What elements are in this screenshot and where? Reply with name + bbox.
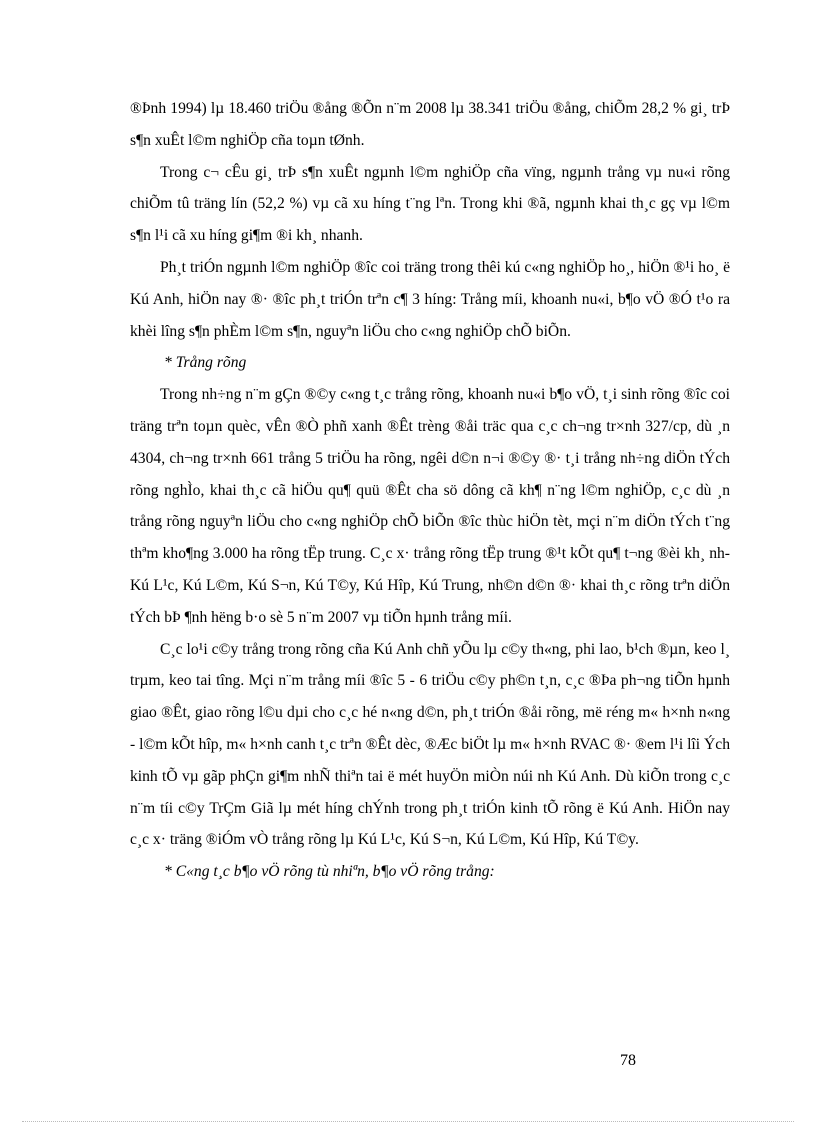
section-heading-planting: * Trång rõng [164, 354, 247, 372]
paragraph-production-structure: Trong c¬ cÊu gi¸ trÞ s¶n xuÊt ngµnh l©m nghiÖp cña vïng, ngµnh trång vµ nu«i rõng chiÕm tû träng lín (52,2 %) vµ cã xu híng t¨ng lªn. Trong khi ®ã, ngµnh khai th¸c gç vµ l©m s¶n l¹i cã xu híng gi¶m ®i kh¸ nhanh. [130, 163, 730, 245]
paragraph-tree-species: C¸c lo¹i c©y trång trong rõng cña Kú Anh chñ yÕu lµ c©y th«ng, phi lao, b¹ch ®µn, keo l¸ trµm, keo tai tîng. Mçi n¨m trång míi ®îc 5 - 6 triÖu c©y ph©n t¸n, c¸c ®Þa ph¬ng tiÕn hµnh giao ®Êt, giao rõng l©u dµi cho c¸c hé n«ng d©n, ph¸t triÓn ®åi rõng, më réng m« h×nh n«ng - l©m kÕt hîp, m« h×nh canh t¸c trªn ®Êt dèc, ®Æc biÖt lµ m« h×nh RVAC ®· ®em l¹i lîi Ých kinh tÕ vµ gãp phÇn gi¶m nhÑ thiªn tai ë mét huyÖn miÒn núi nh Kú Anh. Dù kiÕn trong c¸c n¨m tíi c©y TrÇm Giã lµ mét híng chÝnh trong ph¸t triÓn kinh tÕ rõng ë Kú Anh. HiÖn nay c¸c x· träng ®iÓm vÒ trång rõng lµ Kú L¹c, Kú S¬n, Kú L©m, Kú Hîp, Kú T©y. [130, 640, 730, 849]
page-bottom-divider [22, 1121, 794, 1122]
body-text [130, 93, 730, 888]
section-heading-protection: * C«ng t¸c b¶o vÖ rõng tù nhiªn, b¶o vÖ rõng trång: [164, 863, 495, 881]
paragraph-forestry-development: Ph¸t triÓn ngµnh l©m nghiÖp ®îc coi träng trong thêi kú c«ng nghiÖp ho¸, hiÖn ®¹i ho¸ ë Kú Anh, hiÖn nay ®· ®îc ph¸t triÓn trªn c¶ 3 híng: Trång míi, khoanh nu«i, b¶o vÖ ®Ó t¹o ra khèi lîng s¶n phÈm l©m s¶n, nguyªn liÖu cho c«ng nghiÖp chÕ biÕn. [130, 258, 730, 340]
paragraph-planting-programs: Trong nh÷ng n¨m gÇn ®©y c«ng t¸c trång rõng, khoanh nu«i b¶o vÖ, t¸i sinh rõng ®îc coi träng trªn toµn quèc, vÊn ®Ò phñ xanh ®Êt trèng ®åi träc qua c¸c ch¬ng tr×nh 327/cp, dù ¸n 4304, ch¬ng tr×nh 661 trång 5 triÖu ha rõng, ngêi d©n n¬i ®©y ®· t¸i trång nh÷ng diÖn tÝch rõng nghÌo, khai th¸c cã hiÖu qu¶ quü ®Êt cha sö dông cã kh¶ n¨ng l©m nghiÖp, c¸c dù ¸n trång rõng nguyªn liÖu cho c«ng nghiÖp chÕ biÕn ®îc thùc hiÖn tèt, mçi n¨m diÖn tÝch t¨ng thªm kho¶ng 3.000 ha rõng tËp trung. C¸c x· trång rõng tËp trung ®¹t kÕt qu¶ t¬ng ®èi kh¸ nh Kú L¹c, Kú L©m, Kú S¬n, Kú T©y, Kú Hîp, Kú Trung, nh©n d©n ®· khai th¸c rõng trªn diÖn tÝch bÞ ¶nh hëng b·o sè 5 n¨m 2007 vµ tiÕn hµnh trång míi. [130, 386, 730, 626]
paragraph-continuation: ®Þnh 1994) lµ 18.460 triÖu ®ång ®Õn n¨m 2008 lµ 38.341 triÖu ®ång, chiÕm 28,2 % gi¸ trÞ s¶n xuÊt l©m nghiÖp cña toµn tØnh. [130, 100, 730, 149]
page-number: 78 [620, 1052, 636, 1069]
